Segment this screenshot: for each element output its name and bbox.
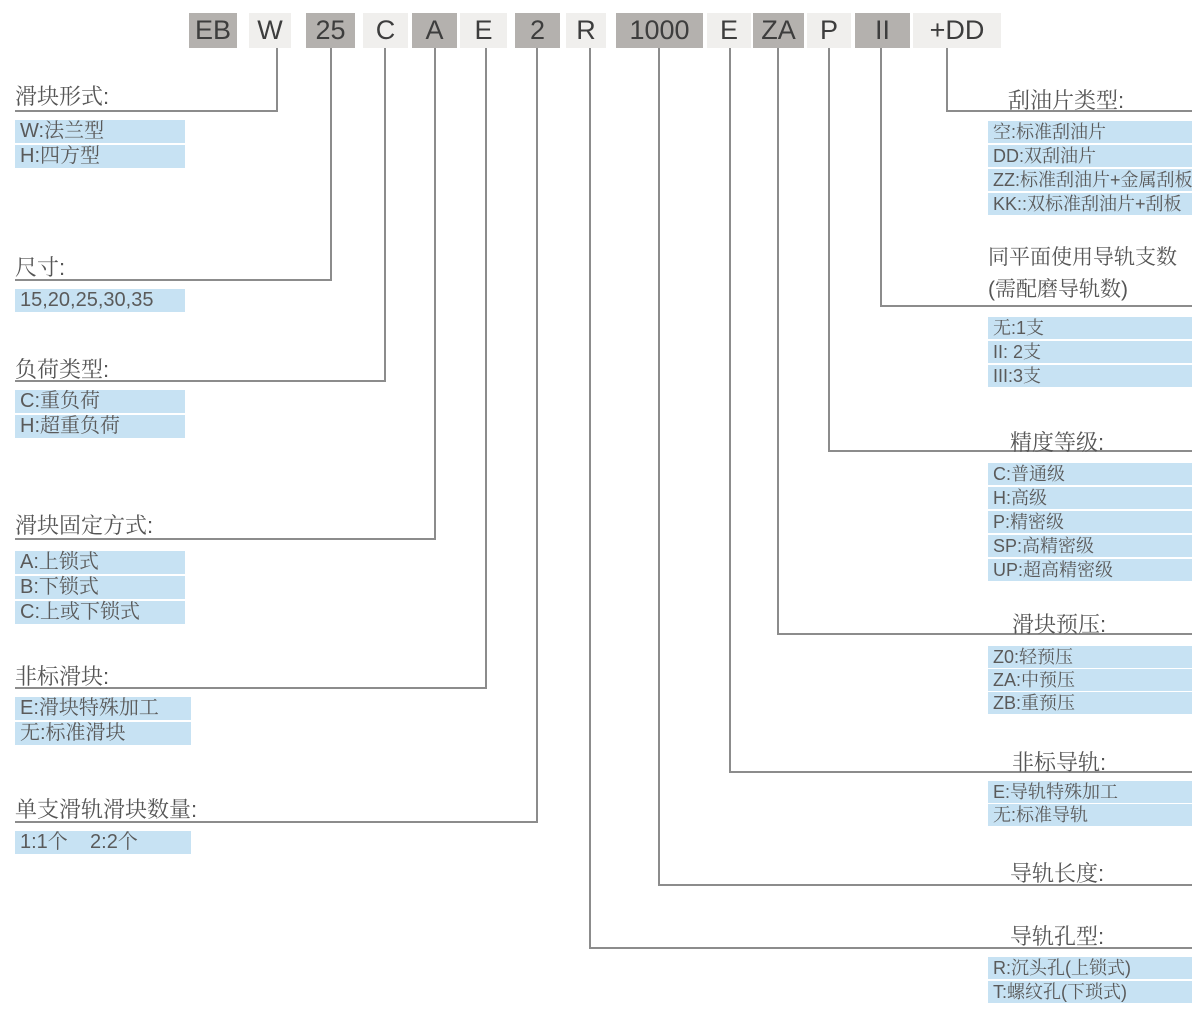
code-segment-load-type: C: [363, 13, 408, 48]
code-segment-preload: ZA: [753, 13, 804, 48]
legend-item-wiper-std: 空:标准刮油片: [988, 121, 1192, 143]
code-segment-rail-length: 1000: [616, 13, 703, 48]
legend-item-fixing-a: A:上锁式: [15, 551, 185, 574]
code-segment-slider-count: 2: [515, 13, 560, 48]
section-title-nonstd-rail: 非标导轨:: [1012, 750, 1107, 775]
connector-vertical-load-type: [384, 48, 386, 382]
legend-item-wiper-zz: ZZ:标准刮油片+金属刮板: [988, 169, 1192, 191]
legend-item-preload-z0: Z0:轻预压: [988, 646, 1192, 668]
section-title-rail-length: 导轨长度:: [1010, 861, 1105, 886]
legend-item-nonstd-slider-e: E:滑块特殊加工: [15, 697, 191, 720]
section-title-accuracy: 精度等级:: [1010, 430, 1105, 455]
code-segment-slider-form: W: [249, 13, 291, 48]
underline-preload: [777, 633, 1192, 635]
legend-item-preload-zb: ZB:重预压: [988, 692, 1192, 714]
code-segment-nonstd-rail: E: [707, 13, 751, 48]
legend-item-load-h: H:超重负荷: [15, 415, 185, 438]
legend-item-slider-form-h: H:四方型: [15, 145, 185, 168]
code-segment-wiper: +DD: [913, 13, 1001, 48]
connector-vertical-rail-length: [658, 48, 660, 886]
connector-vertical-nonstd-slider: [485, 48, 487, 689]
legend-item-accuracy-sp: SP:高精密级: [988, 535, 1192, 557]
connector-vertical-slider-count: [536, 48, 538, 823]
legend-item-slider-count: 1:1个 2:2个: [15, 831, 191, 854]
legend-item-slider-form-w: W:法兰型: [15, 120, 185, 143]
code-segment-size: 25: [306, 13, 355, 48]
legend-item-preload-za: ZA:中预压: [988, 669, 1192, 691]
section-title-fixing: 滑块固定方式:: [15, 513, 154, 538]
code-segment-hole-type: R: [566, 13, 606, 48]
underline-rail-length: [658, 884, 1192, 886]
section-title-size: 尺寸:: [15, 255, 66, 280]
legend-item-load-c: C:重负荷: [15, 390, 185, 413]
connector-vertical-preload: [777, 48, 779, 635]
section-title-rail-count-line2: (需配磨导轨数): [988, 278, 1128, 301]
legend-item-accuracy-h: H:高级: [988, 487, 1192, 509]
legend-item-rail-count-3: III:3支: [988, 365, 1192, 387]
connector-vertical-rail-count: [880, 48, 882, 307]
legend-item-hole-t: T:螺纹孔(下琐式): [988, 981, 1192, 1003]
code-segment-accuracy: P: [807, 13, 851, 48]
section-title-preload: 滑块预压:: [1012, 612, 1107, 637]
legend-item-rail-count-1: 无:1支: [988, 317, 1192, 339]
code-segment-rail-count: II: [855, 13, 910, 48]
code-segment-series: EB: [189, 13, 237, 48]
legend-item-wiper-dd: DD:双刮油片: [988, 145, 1192, 167]
connector-vertical-accuracy: [828, 48, 830, 452]
section-title-load-type: 负荷类型:: [15, 357, 110, 382]
code-segment-nonstd-slider: E: [460, 13, 507, 48]
legend-item-nonstd-rail-none: 无:标准导轨: [988, 804, 1192, 826]
section-title-slider-count: 单支滑轨滑块数量:: [15, 797, 198, 822]
legend-item-nonstd-slider-none: 无:标准滑块: [15, 722, 191, 745]
section-title-rail-count-line1: 同平面使用导轨支数: [988, 246, 1177, 269]
connector-vertical-nonstd-rail: [729, 48, 731, 773]
section-title-wiper: 刮油片类型:: [1008, 88, 1125, 113]
legend-item-nonstd-rail-e: E:导轨特殊加工: [988, 781, 1192, 803]
connector-vertical-fixing: [434, 48, 436, 540]
legend-item-hole-r: R:沉头孔(上锁式): [988, 957, 1192, 979]
connector-vertical-size: [330, 48, 332, 281]
legend-item-rail-count-2: II: 2支: [988, 341, 1192, 363]
legend-item-size-list: 15,20,25,30,35: [15, 289, 185, 312]
legend-item-wiper-kk: KK::双标准刮油片+刮板: [988, 193, 1192, 215]
section-title-hole-type: 导轨孔型:: [1010, 924, 1105, 949]
connector-vertical-hole-type: [589, 48, 591, 949]
legend-item-accuracy-up: UP:超高精密级: [988, 559, 1192, 581]
code-segment-fixing: A: [412, 13, 457, 48]
section-title-slider-form: 滑块形式:: [15, 84, 110, 109]
legend-item-accuracy-c: C:普通级: [988, 463, 1192, 485]
legend-item-fixing-c: C:上或下锁式: [15, 601, 185, 624]
legend-item-accuracy-p: P:精密级: [988, 511, 1192, 533]
legend-item-fixing-b: B:下锁式: [15, 576, 185, 599]
section-title-nonstd-slider: 非标滑块:: [15, 664, 110, 689]
connector-vertical-slider-form: [276, 48, 278, 112]
connector-vertical-wiper: [946, 48, 948, 112]
underline-nonstd-rail: [729, 771, 1192, 773]
